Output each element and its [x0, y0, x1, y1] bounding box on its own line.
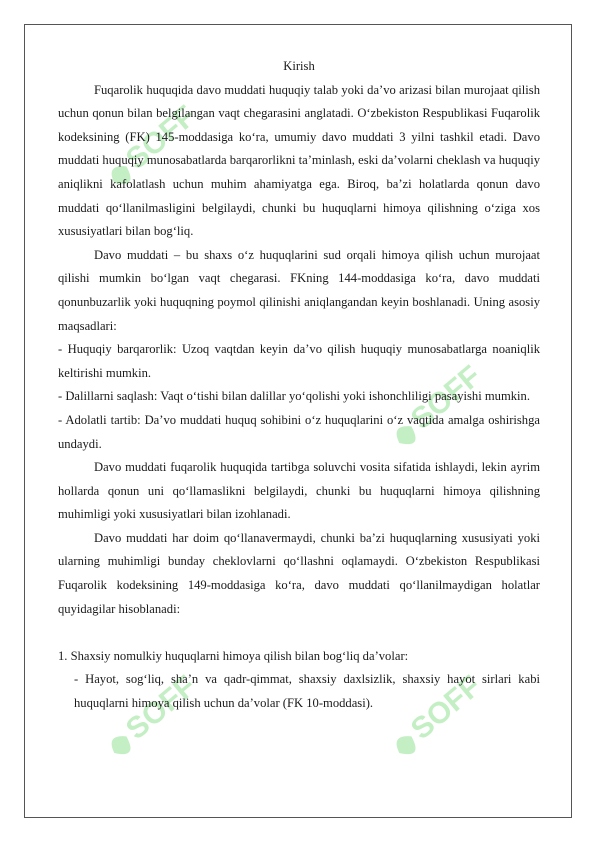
paragraph: Davo muddati – bu shaxs o‘z huquqlarini sud orqali himoya qilish uchun murojaat qilishi mumkin bo‘lgan vaqt chegarasi. FKning 144-moddasiga ko‘ra, davo muddati qonunbuzarlik yoki huquqning poymol qilinishi aniqlangandan keyin boshlanadi. Uning asosiy maqsadlari: [58, 247, 540, 333]
blank-line [58, 621, 540, 645]
document-body [58, 55, 540, 716]
svg-text:SOFF: SOFF [404, 359, 488, 437]
document-page [24, 24, 572, 818]
bullet-item: - Dalillarni saqlash: Vaqt o‘tishi bilan dalillar yo‘qolishi yoki ishonchliligi pasayishi mumkin. [58, 389, 530, 404]
paragraph: Fuqarolik huquqida davo muddati huquqiy talab yoki da’vo arizasi bilan murojaat qilish uchun qonun bilan belgilangan vaqt chegarasini anglatadi. O‘zbekiston Respublikasi Fuqarolik kodeksining (FK) 145-moddasiga ko‘ra, umumiy davo muddati 3 yilni tashkil etadi. Davo muddati huquqiy munosabatlarda barqarorlikni ta’minlash, eski da’volarni cheklash va huquqiy aniqlikni kafolatlash uchun muhim ahamiyatga ega. Biroq, ba’zi holatlarda qonun davo muddati qo‘llanilmasligini belgilaydi, chunki bu huquqlarni himoya qilishning o‘ziga xos xususiyatlari bilan bog‘liq. [58, 82, 540, 239]
paragraph: Davo muddati har doim qo‘llanavermaydi, chunki ba’zi huquqlarning xususiyati yoki ularning muhimligi bunday cheklovlarni qo‘llashni oqlamaydi. O‘zbekiston Respublikasi Fuqarolik kodeksining 149-moddasiga ko‘ra, davo muddati qo‘llanilmaydigan holatlar quyidagilar hisoblanadi: [58, 530, 540, 616]
svg-text:SOFF: SOFF [404, 669, 488, 747]
svg-text:SOFF: SOFF [119, 99, 203, 177]
numbered-item: 1. Shaxsiy nomulkiy huquqlarni himoya qilish bilan bog‘liq da’volar: [58, 648, 409, 663]
svg-text:SOFF: SOFF [119, 669, 203, 747]
bullet-item: - Adolatli tartib: Da’vo muddati huquq sohibini o‘z huquqlarini o‘z vaqtida amalga oshirishga undaydi. [58, 412, 540, 451]
bullet-item: - Huquqiy barqarorlik: Uzoq vaqtdan keyin da’vo qilish huquqiy munosabatlarga noaniqlik keltirishi mumkin. [58, 342, 540, 380]
sub-bullet-item: - Hayot, sog‘liq, sha’n va qadr-qimmat, shaxsiy daxlsizlik, shaxsiy hayot sirlari kabi huquqlarni himoya qilish uchun da’volar (FK 10-moddasi). [74, 672, 540, 711]
document-title: Kirish [283, 59, 315, 73]
paragraph: Davo muddati fuqarolik huquqida tartibga soluvchi vosita sifatida ishlaydi, lekin ayrim hollarda qonun uni qo‘llamaslikni belgilaydi, chunki bu huquqlarni himoya qilishning muhimligi yoki xususiyatlari bilan izohlanadi. [58, 460, 540, 522]
